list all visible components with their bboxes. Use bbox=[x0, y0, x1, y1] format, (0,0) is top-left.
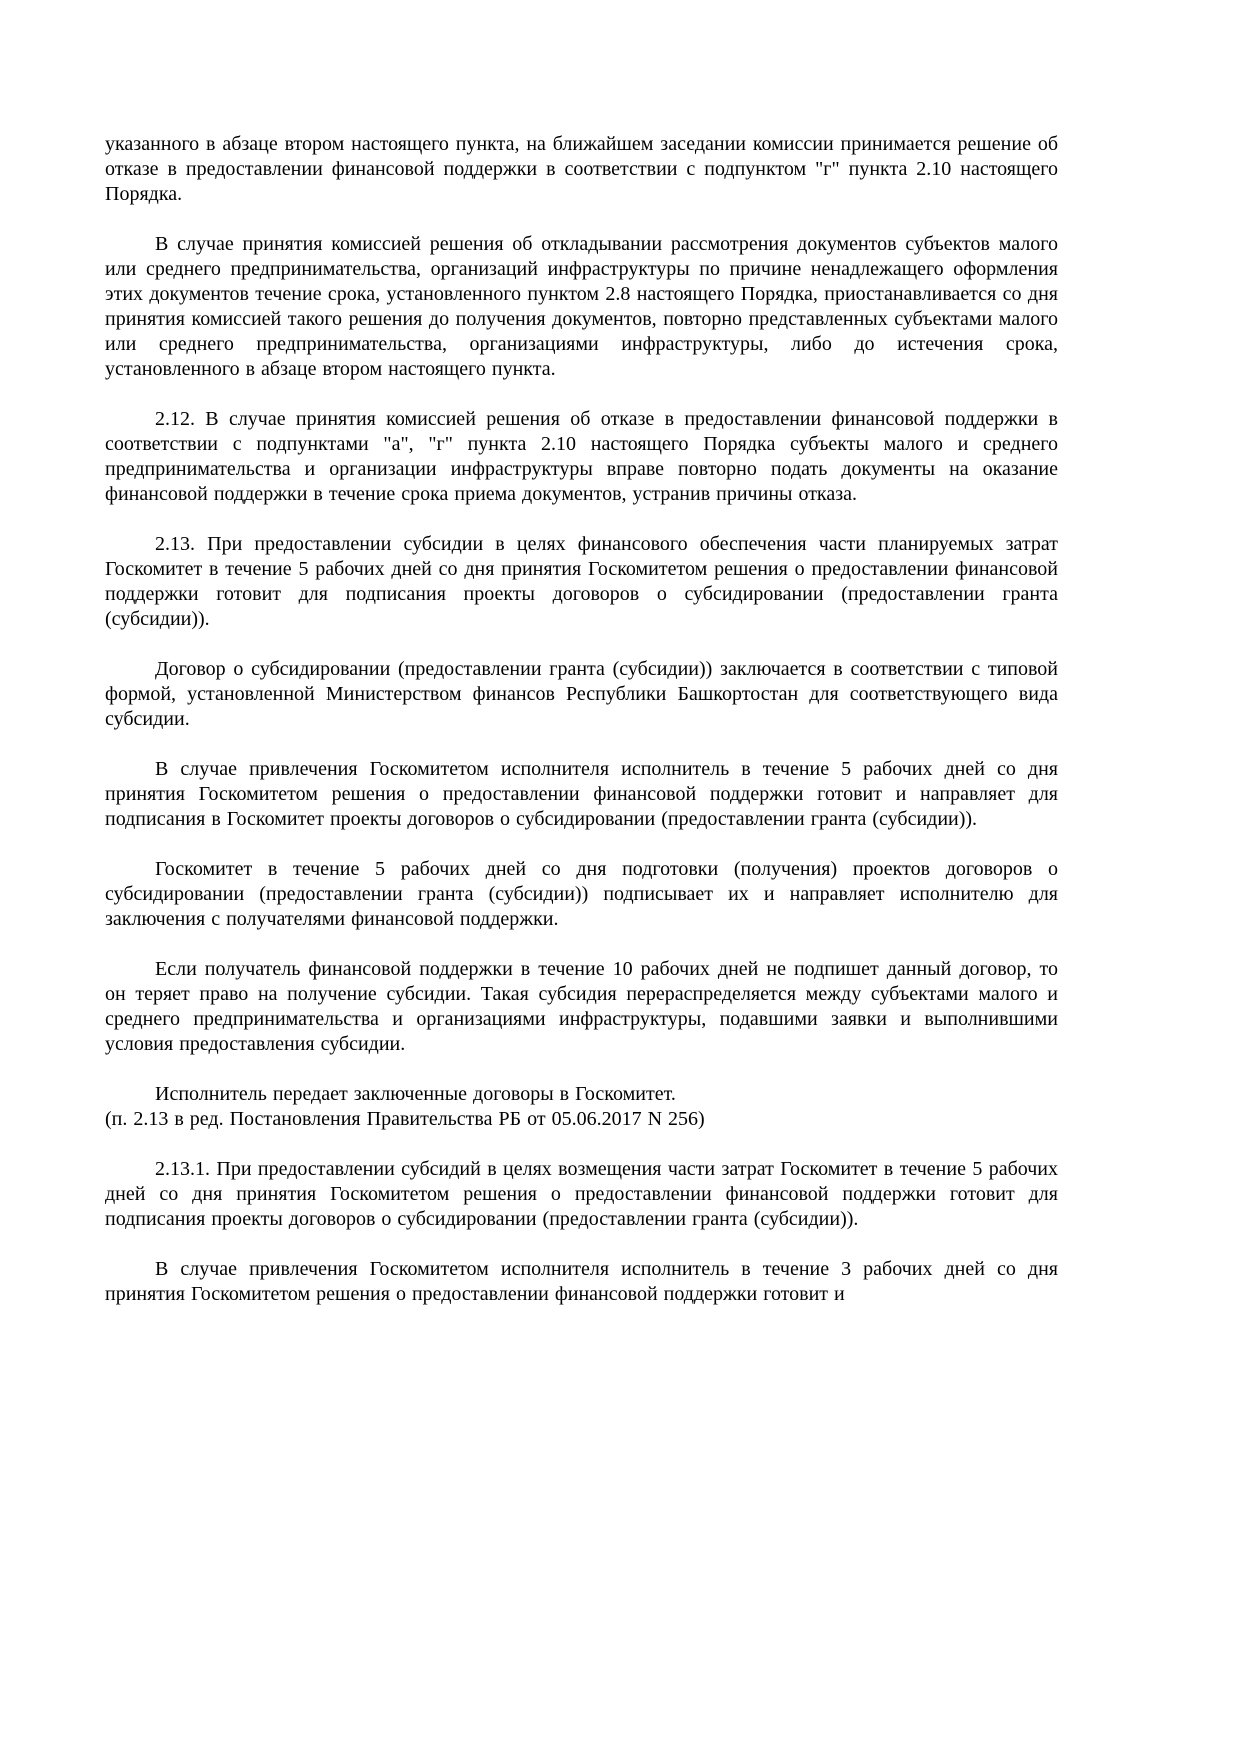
paragraph-clause-2-12: 2.12. В случае принятия комиссией решения об отказе в предоставлении финансовой поддержки в соответствии с подпунктами "а", "г" пункта 2.10 настоящего Порядка субъекты малого и среднего предпринимательства и организации инфраструктуры вправе повторно подать документы на оказание финансовой поддержки в течение срока приема документов, устранив причины отказа. bbox=[105, 408, 1058, 505]
paragraph-clause-2-13-1: 2.13.1. При предоставлении субсидий в целях возмещения части затрат Госкомитет в течение 5 рабочих дней со дня принятия Госкомитетом решения о предоставлении финансовой поддержки готовит для подписания проекты договоров о субсидировании (предоставлении гранта (субсидии)). bbox=[105, 1158, 1058, 1230]
paragraph: Договор о субсидировании (предоставлении гранта (субсидии)) заключается в соответствии с типовой формой, установленной Министерством финансов Республики Башкортостан для соответствующего вида субсидии. bbox=[105, 658, 1058, 730]
paragraph: Исполнитель передает заключенные договоры в Госкомитет. bbox=[155, 1083, 676, 1105]
paragraph: Госкомитет в течение 5 рабочих дней со дня подготовки (получения) проектов договоров о субсидировании (предоставлении гранта (субсидии)) подписывает их и направляет исполнителю для заключения с получателями финансовой поддержки. bbox=[105, 858, 1058, 930]
paragraph: В случае привлечения Госкомитетом исполнителя исполнитель в течение 5 рабочих дней со дня принятия Госкомитетом решения о предоставлении финансовой поддержки готовит и направляет для подписания в Госкомитет проекты договоров о субсидировании (предоставлении гранта (субсидии)). bbox=[105, 758, 1058, 830]
paragraph-clause-2-13: 2.13. При предоставлении субсидии в целях финансового обеспечения части планируемых затрат Госкомитет в течение 5 рабочих дней со дня принятия Госкомитетом решения о предоставлении финансовой поддержки готовит для подписания проекты договоров о субсидировании (предоставлении гранта (субсидии)). bbox=[105, 533, 1058, 630]
paragraph-continuation: указанного в абзаце втором настоящего пункта, на ближайшем заседании комиссии принимается решение об отказе в предоставлении финансовой поддержки в соответствии с подпунктом "г" пункта 2.10 настоящего Порядка. bbox=[105, 133, 1058, 205]
paragraph-edit-note: (п. 2.13 в ред. Постановления Правительства РБ от 05.06.2017 N 256) bbox=[105, 1108, 705, 1130]
paragraph: В случае принятия комиссией решения об откладывании рассмотрения документов субъектов малого или среднего предпринимательства, организаций инфраструктуры по причине ненадлежащего оформления этих документов течение срока, установленного пунктом 2.8 настоящего Порядка, приостанавливается со дня принятия комиссией такого решения до получения документов, повторно представленных субъектами малого или среднего предпринимательства, организациями инфраструктуры, либо до истечения срока, установленного в абзаце втором настоящего пункта. bbox=[105, 233, 1058, 380]
paragraph: Если получатель финансовой поддержки в течение 10 рабочих дней не подпишет данный договор, то он теряет право на получение субсидии. Такая субсидия перераспределяется между субъектами малого и среднего предпринимательства и организациями инфраструктуры, подавшими заявки и выполнившими условия предоставления субсидии. bbox=[105, 958, 1058, 1055]
paragraph: В случае привлечения Госкомитетом исполнителя исполнитель в течение 3 рабочих дней со дня принятия Госкомитетом решения о предоставлении финансовой поддержки готовит и bbox=[105, 1258, 1058, 1305]
